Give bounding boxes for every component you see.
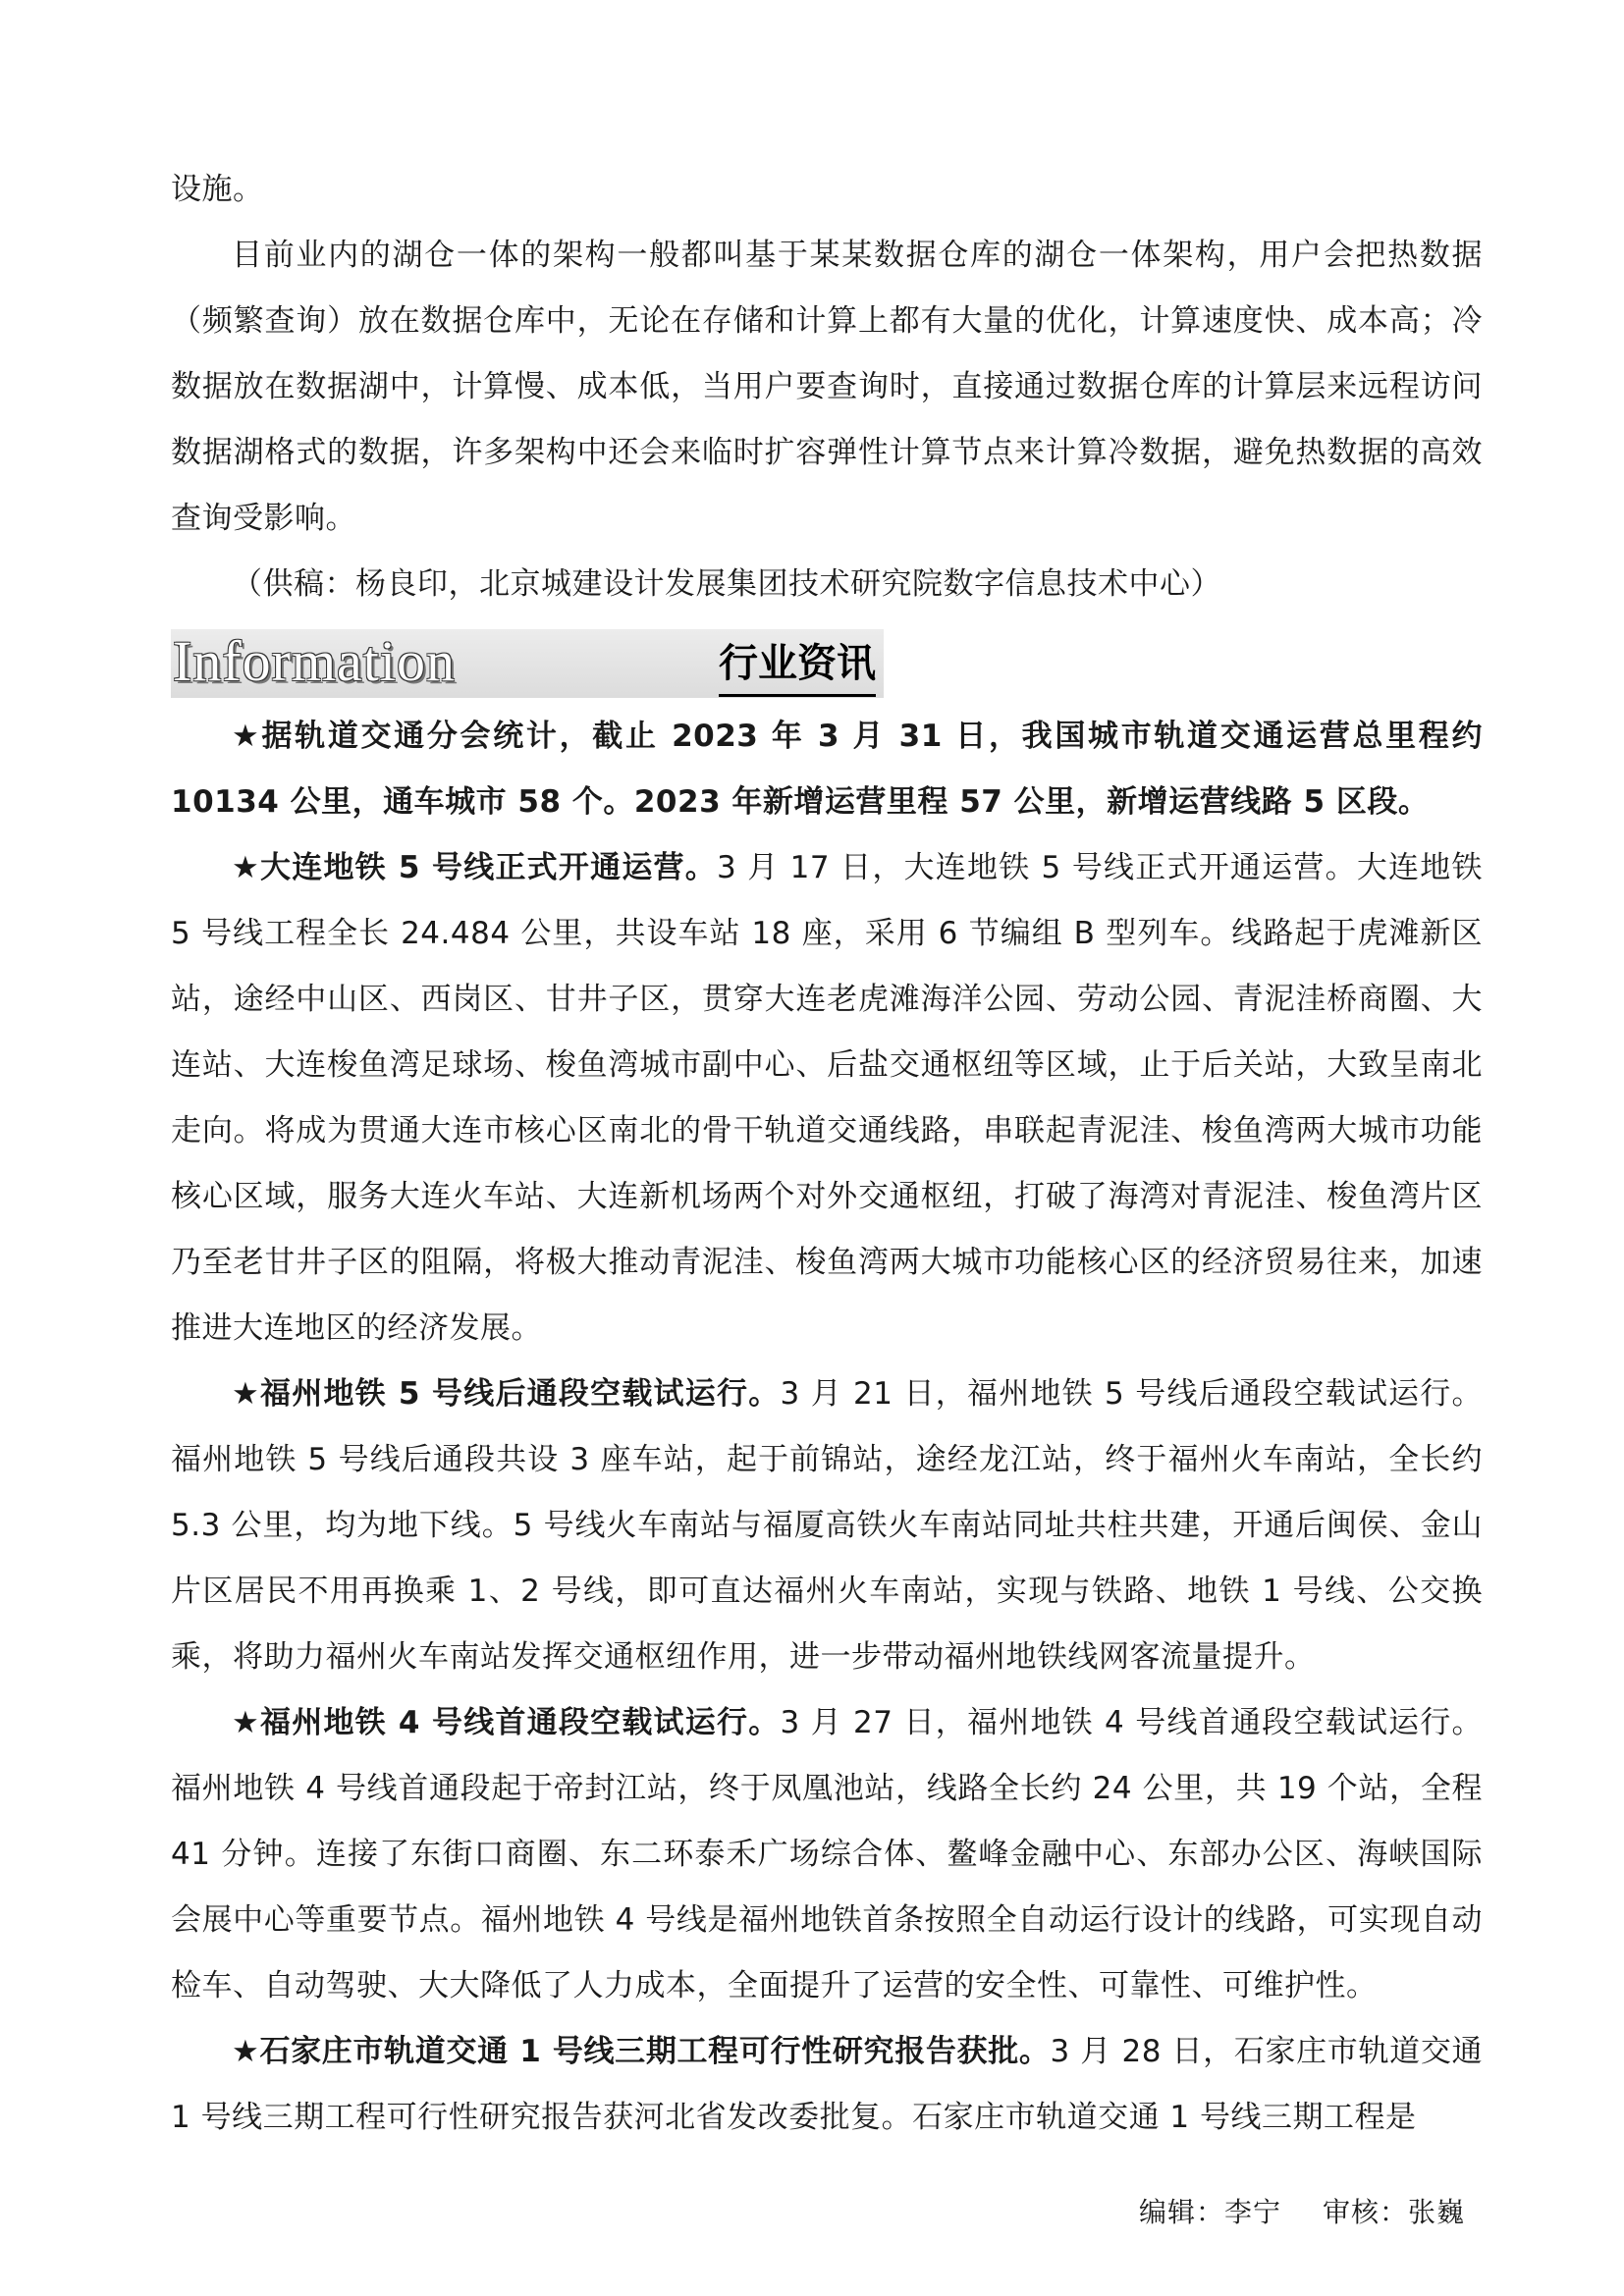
- news-body: 3 月 17 日，大连地铁 5 号线正式开通运营。大连地铁 5 号线工程全长 24.484 公里，共设车站 18 座，采用 6 节编组 B 型列车。线路起于虎滩新区站，途经中山区、西岗区、甘井子区，贯穿大连老虎滩海洋公园、劳动公园、青泥洼桥商圈、大连站、大连梭鱼湾足球场、梭鱼湾城市副中心、后盐交通枢纽等区域，止于后关站，大致呈南北走向。将成为贯通大连市核心区南北的骨干轨道交通线路，串联起青泥洼、梭鱼湾两大城市功能核心区域，服务大连火车站、大连新机场两个对外交通枢纽，打破了海湾对青泥洼、梭鱼湾片区乃至老甘井子区的阻隔，将极大推动青泥洼、梭鱼湾两大城市功能核心区的经济贸易往来，加速推进大连地区的经济发展。: [171, 850, 1483, 1346]
- reviewer-credit: 审核：张巍: [1323, 2196, 1466, 2228]
- paragraph-lakehouse: 目前业内的湖仓一体的架构一般都叫基于某某数据仓库的湖仓一体架构，用户会把热数据（频繁查询）放在数据仓库中，无论在存储和计算上都有大量的优化，计算速度快、成本高；冷数据放在数据湖中，计算慢、成本低，当用户要查询时，直接通过数据仓库的计算层来远程访问数据湖格式的数据，许多架构中还会来临时扩容弹性计算节点来计算冷数据，避免热数据的高效查询受影响。: [171, 238, 1483, 536]
- editor-credit: 编辑：李宁: [1139, 2196, 1282, 2228]
- news-item-shijiazhuang: [171, 2019, 1483, 2151]
- page-footer: [1139, 2191, 1465, 2230]
- section-title: 行业资讯: [719, 633, 876, 697]
- news-headline: ★石家庄市轨道交通 1 号线三期工程可行性研究报告获批。: [232, 2034, 1051, 2069]
- news-item-fuzhou-line4: [171, 1690, 1483, 2019]
- news-headline: ★福州地铁 4 号线首通段空载试运行。: [232, 1705, 781, 1740]
- news-headline: ★大连地铁 5 号线正式开通运营。: [232, 850, 717, 885]
- news-body: 3 月 28 日，石家庄市轨道交通 1 号线三期工程可行性研究报告获河北省发改委批复。石家庄市轨道交通 1 号线三期工程是: [171, 2034, 1483, 2135]
- banner-word: Information: [173, 629, 457, 693]
- section-banner: [171, 623, 1483, 704]
- news-item-dalian: [171, 835, 1483, 1362]
- news-item-statistics: [171, 704, 1483, 835]
- news-headline: ★福州地铁 5 号线后通段空载试运行。: [232, 1376, 781, 1412]
- news-item-fuzhou-line5: [171, 1362, 1483, 1690]
- paragraph-continuation: 设施。: [171, 172, 264, 207]
- news-body: 3 月 27 日，福州地铁 4 号线首通段空载试运行。福州地铁 4 号线首通段起于帝封江站，终于凤凰池站，线路全长约 24 公里，共 19 个站，全程 41 分钟。连接了东街口商圈、东二环泰禾广场综合体、鳌峰金融中心、东部办公区、海峡国际会展中心等重要节点。福州地铁 4 号线是福州地铁首条按照全自动运行设计的线路，可实现自动检车、自动驾驶、大大降低了人力成本，全面提升了运营的安全性、可靠性、可维护性。: [171, 1705, 1483, 2003]
- page-content: [171, 157, 1483, 2151]
- news-headline: ★据轨道交通分会统计，截止 2023 年 3 月 31 日，我国城市轨道交通运营总里程约 10134 公里，通车城市 58 个。2023 年新增运营里程 57 公里，新增运营线路 5 区段。: [171, 719, 1483, 820]
- news-body: 3 月 21 日，福州地铁 5 号线后通段空载试运行。福州地铁 5 号线后通段共设 3 座车站，起于前锦站，途经龙江站，终于福州火车南站，全长约 5.3 公里，均为地下线。5 号线火车南站与福厦高铁火车南站同址共柱共建，开通后闽侯、金山片区居民不用再换乘 1、2 号线，即可直达福州火车南站，实现与铁路、地铁 1 号线、公交换乘，将助力福州火车南站发挥交通枢纽作用，进一步带动福州地铁线网客流量提升。: [171, 1376, 1483, 1675]
- contributor-credit: （供稿：杨良印，北京城建设计发展集团技术研究院数字信息技术中心）: [232, 566, 1221, 602]
